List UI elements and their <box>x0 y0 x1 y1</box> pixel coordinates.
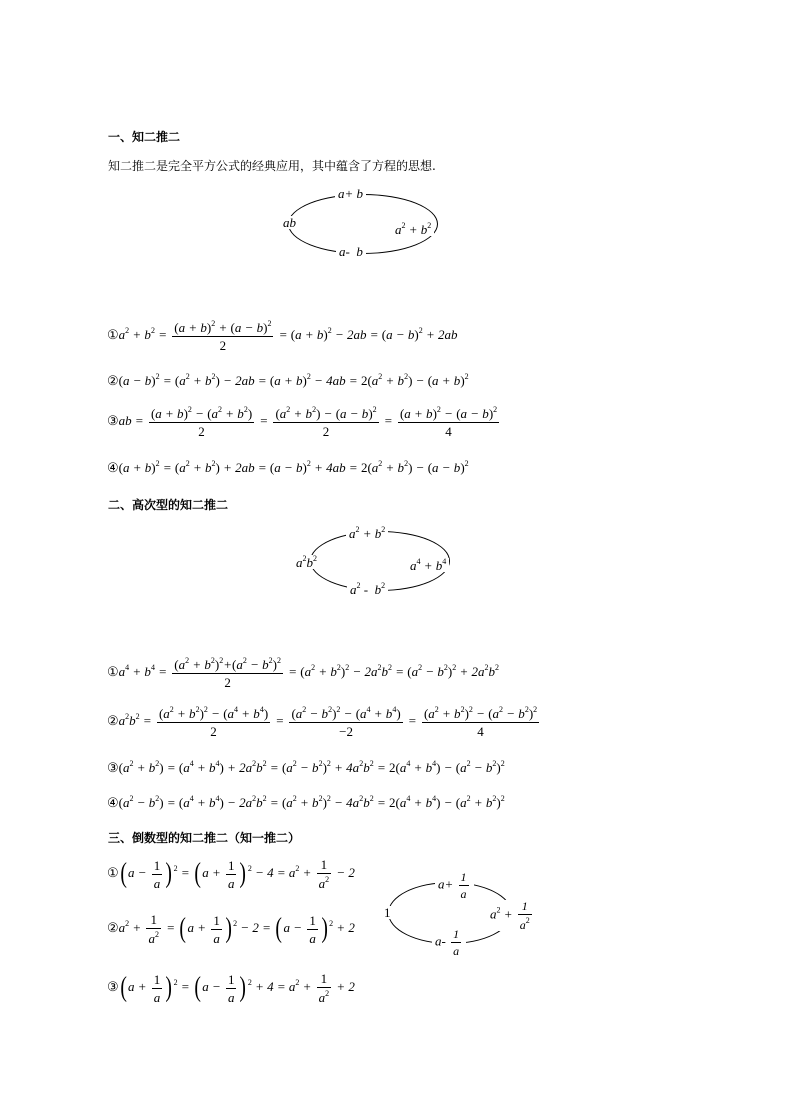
diagram-1-top: a+ b <box>335 187 366 200</box>
section-1-intro: 知二推二是完全平方公式的经典应用，其中蕴含了方程的思想. <box>108 159 436 173</box>
diagram-2-right: $a^4 + b^4$ <box>407 558 449 572</box>
formula-1-3: ③ab = $\frac{(a + b)^2 - (a^2 + b^2)}{2}$ = $\frac{(a^2 + b^2) - (a - b)^2}{2}$ = $\frac{(a + b)^2 - (a - b)^2}{4}$ <box>107 405 498 439</box>
formula-3-2: $②a^2$ + $\frac{1}{a^2}$ = (a + $\frac{1}{a}$ )$^2$ − 2 = (a − $\frac{1}{a}$ )$^2$ + 2 <box>107 912 355 946</box>
diagram-3-left: 1 <box>381 906 394 919</box>
formula-2-2: $②a^2b^2$ = $\frac{(a^2 + b^2)^2 - (a^4 + b^4)}{2}$ = $\frac{(a^2 - b^2)^2 - (a^4 + b^4)}{-2}$ = $\frac{(a^2 + b^2)^2 - (a^2 - b^2)^2}{4}$ <box>107 705 538 739</box>
diagram-2-top: $a^2 + b^2$ <box>346 526 388 540</box>
formula-2-4: $④(a^2 - b^2) = (a^4 + b^4) - 2a^2b^2 = (a^2 + b^2)^2 - 4a^2b^2 = 2(a^4 + b^4) - (a^2 + b^2)^2$ <box>107 794 505 810</box>
formula-2-3: $③(a^2 + b^2) = (a^4 + b^4) + 2a^2b^2 = (a^2 - b^2)^2 + 4a^2b^2 = 2(a^4 + b^4) - (a^2 - b^2)^2$ <box>107 759 505 775</box>
diagram-3-right: $a^2$ + $\frac{1}{a^2}$ <box>487 900 537 931</box>
diagram-1-right: $a^2 + b^2$ <box>392 222 434 236</box>
formula-1-4: ④(a + $b)^2 = (a^2 + b^2) + 2ab = (a - b)^2 + 4ab = 2(a^2 + b^2) - (a - b)^2$ <box>107 459 469 475</box>
formula-1-2: ②(a − $b)^2 = (a^2 + b^2) - 2ab = (a + b)^2 - 4ab = 2(a^2 + b^2) - (a + b)^2$ <box>107 372 469 388</box>
diagram-3-top: a+ $\frac{1}{a}$ <box>435 871 474 900</box>
section-2-heading: 二、高次型的知二推二 <box>108 498 229 512</box>
formula-2-1: $①a^4 + b^4$ = $\frac{(a^2 + b^2)^2+(a^2 - b^2)^2}{2}$ = $(a^2 + b^2)^2 - 2a^2b^2 = (a^2 - b^2)^2 + 2a^2b^2$ <box>107 656 499 690</box>
diagram-3-bottom: a- $\frac{1}{a}$ <box>432 928 466 957</box>
diagram-2-bottom: $a^2 - b^2$ <box>347 582 388 596</box>
diagram-1-bottom: a- b <box>336 245 366 258</box>
formula-1-1: $①a^2 + b^2$ = $\frac{(a + b)^2 + (a - b)^2}{2}$ = $(a + b)^2 - 2ab = (a - b)^2 + 2ab$ <box>107 319 458 353</box>
section-1-heading: 一、知二推二 <box>108 130 181 144</box>
diagram-2-left: $a^2b^2$ <box>293 555 320 569</box>
formula-3-3: ③(a + $\frac{1}{a}$ )$^2$ = (a − $\frac{1}{a}$ )$^2 + 4 = a^2$ + $\frac{1}{a^2}$ + 2 <box>107 971 355 1005</box>
section-3-heading: 三、倒数型的知二推二（知一推二） <box>108 831 301 845</box>
formula-3-1: ①(a − $\frac{1}{a}$ )$^2$ = (a + $\frac{1}{a}$ )$^2 - 4 = a^2$ + $\frac{1}{a^2}$ − 2 <box>107 857 355 891</box>
diagram-1-left: ab <box>280 216 299 229</box>
